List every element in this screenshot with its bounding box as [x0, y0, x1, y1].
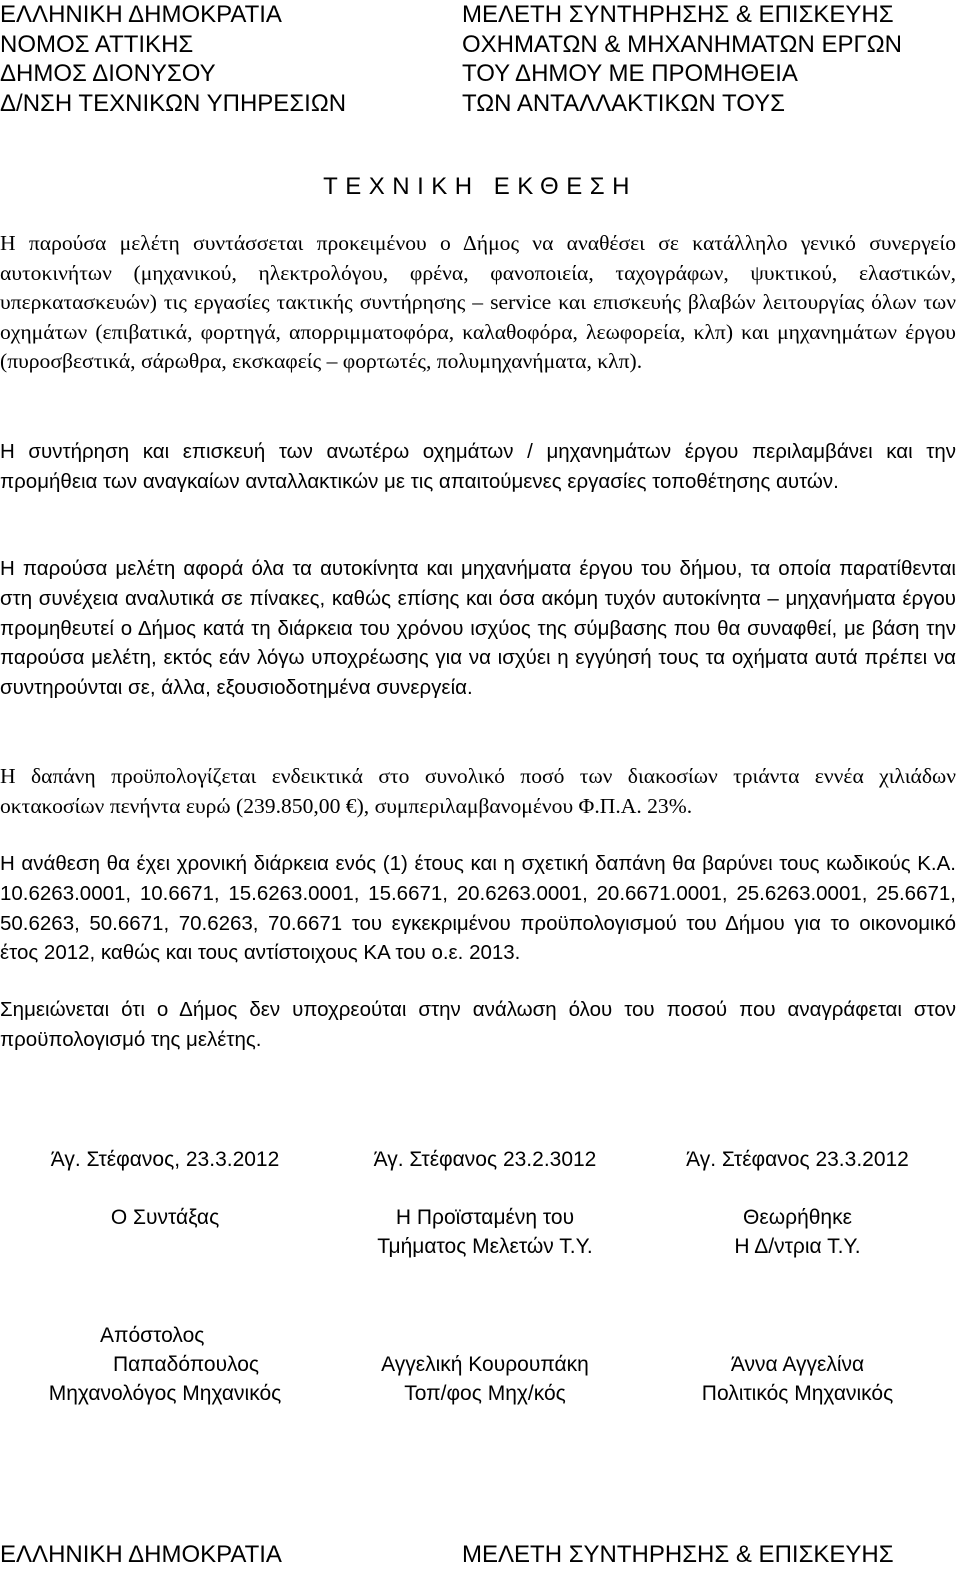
header-right-line: ΟΧΗΜΑΤΩΝ & ΜΗΧΑΝΗΜΑΤΩΝ ΕΡΓΩΝ: [462, 30, 902, 58]
signature-block-director: [640, 1145, 955, 1174]
signature-role: [330, 1203, 640, 1261]
header-right-line: ΤΟΥ ΔΗΜΟΥ ΜΕ ΠΡΟΜΗΘΕΙΑ: [462, 60, 798, 87]
signature-block-author: [0, 1145, 330, 1174]
signature-role-line: Η Δ/ντρια Τ.Υ.: [734, 1235, 861, 1258]
signature-name: [640, 1350, 955, 1408]
signature-title: Μηχανολόγος Μηχανικός: [48, 1382, 282, 1405]
paragraph-scope: Η συντήρηση και επισκευή των ανωτέρω οχημάτων / μηχανημάτων έργου περιλαμβάνει και την προμήθεια των αναγκαίων ανταλλακτικών με τις απαιτούμενες εργασίες τοποθέτησης αυτών.: [0, 440, 956, 493]
paragraph-budget: Η δαπάνη προϋπολογίζεται ενδεικτικά στο συνολικό ποσό των διακοσίων τριάντα εννέα χιλιάδων οκτακοσίων πενήντα ευρώ (239.850,00 €), συμπεριλαμβανομένου Φ.Π.Α. 23%.: [0, 764, 956, 818]
document-title: ΤΕΧΝΙΚΗ ΕΚΘΕΣΗ: [323, 173, 637, 200]
signature-date: Άγ. Στέφανος, 23.3.2012: [50, 1148, 280, 1171]
signature-title: Πολιτικός Μηχανικός: [701, 1382, 894, 1405]
header-right-line: ΤΩΝ ΑΝΤΑΛΛΑΚΤΙΚΩΝ ΤΟΥΣ: [462, 89, 785, 117]
signature-role-line: Η Προϊσταμένη του: [395, 1206, 575, 1229]
header-left-line: ΕΛΛΗΝΙΚΗ ΔΗΜΟΚΡΑΤΙΑ: [0, 1, 282, 28]
signature-role-line: Θεωρήθηκε: [743, 1206, 852, 1229]
signature-role: [0, 1203, 330, 1232]
signature-date: Άγ. Στέφανος 23.2.3012: [373, 1148, 597, 1171]
signature-name: [330, 1350, 640, 1408]
signature-date: Άγ. Στέφανος 23.3.2012: [686, 1148, 909, 1171]
header-left-line: ΝΟΜΟΣ ΑΤΤΙΚΗΣ: [0, 30, 194, 58]
signature-role: [640, 1203, 955, 1261]
paragraph-note: Σημειώνεται ότι ο Δήμος δεν υποχρεούται στην ανάλωση όλου του ποσού που αναγράφεται στον προϋπολογισμό της μελέτης.: [0, 998, 956, 1051]
header-right-line: ΜΕΛΕΤΗ ΣΥΝΤΗΡΗΣΗΣ & ΕΠΙΣΚΕΥΗΣ: [462, 1, 894, 28]
paragraph-duration: Η ανάθεση θα έχει χρονική διάρκεια ενός (1) έτους και η σχετική δαπάνη θα βαρύνει τους κωδικούς Κ.Α. 10.6263.0001, 10.6671, 15.6263.0001, 15.6671, 20.6263.0001, 20.6671.0001, 25.6263.0001, 25.6671, 50.6263, 50.6671, 70.6263, 70.6671 του εγκεκριμένου προϋπολογισμού του Δήμου για το οικονομικό έτος 2012, καθώς και τους αντίστοιχους ΚΑ του ο.ε. 2013.: [0, 852, 956, 965]
paragraph-purpose: Η παρούσα μελέτη συντάσσεται προκειμένου ο Δήμος να αναθέσει σε κατάλληλο γενικό συνεργείο αυτοκινήτων (μηχανικού, ηλεκτρολόγου, φρένα, φανοποιεία, ταχογράφων, ψυκτικού, ελαστικών, υπερκατασκευών) τις εργασίες τακτικής συντήρησης – service και επισκευής βλαβών λειτουργίας όλων των οχημάτων (επιβατικά, φορτηγά, απορριμματοφόρα, καλαθοφόρα, λεωφορεία, κλπ) και μηχανημάτων έργου (πυροσβεστικά, σάρωθρα, εκσκαφείς – φορτωτές, πολυμηχανήματα, κλπ).: [0, 231, 956, 374]
signature-block-head: [330, 1145, 640, 1174]
footer-authority: ΕΛΛΗΝΙΚΗ ΔΗΜΟΚΡΑΤΙΑ: [0, 1541, 282, 1568]
footer-study-title: ΜΕΛΕΤΗ ΣΥΝΤΗΡΗΣΗΣ & ΕΠΙΣΚΕΥΗΣ: [462, 1541, 894, 1568]
signature-name-line: Αγγελική Κουρουπάκη: [381, 1353, 589, 1376]
header-authority: [0, 0, 450, 118]
header-study-title: [462, 0, 960, 118]
signature-name: [0, 1321, 330, 1408]
signature-role-line: Τμήματος Μελετών Τ.Υ.: [377, 1235, 593, 1258]
signature-name-line: Άννα Αγγελίνα: [730, 1353, 865, 1376]
signature-name-line: Παπαδόπουλος: [113, 1353, 260, 1376]
header-left-line: ΔΗΜΟΣ ΔΙΟΝΥΣΟΥ: [0, 60, 216, 87]
paragraph-vehicles: Η παρούσα μελέτη αφορά όλα τα αυτοκίνητα και μηχανήματα έργου του δήμου, τα οποία παρατίθενται στη συνέχεια αναλυτικά σε πίνακες, καθώς επίσης και όσα ακόμη τυχόν αυτοκίνητα – μηχανήματα έργου προμηθευτεί ο Δήμος κατά τη διάρκεια του χρόνου ισχύος της σύμβασης που θα συναφθεί, με βάση την παρούσα μελέτη, εκτός εάν λόγω υποχρέωσης για να ισχύει η εγγύησή τους τα οχήματα αυτά πρέπει να συντηρούνται σε, άλλα, εξουσιοδοτημένα συνεργεία.: [0, 557, 956, 700]
signature-role-line: Ο Συντάξας: [110, 1206, 220, 1229]
signature-title: Τοπ/φος Μηχ/κός: [404, 1382, 566, 1405]
signature-name-line: Απόστολος: [100, 1324, 205, 1347]
header-left-line: Δ/ΝΣΗ ΤΕΧΝΙΚΩΝ ΥΠΗΡΕΣΙΩΝ: [0, 89, 347, 117]
